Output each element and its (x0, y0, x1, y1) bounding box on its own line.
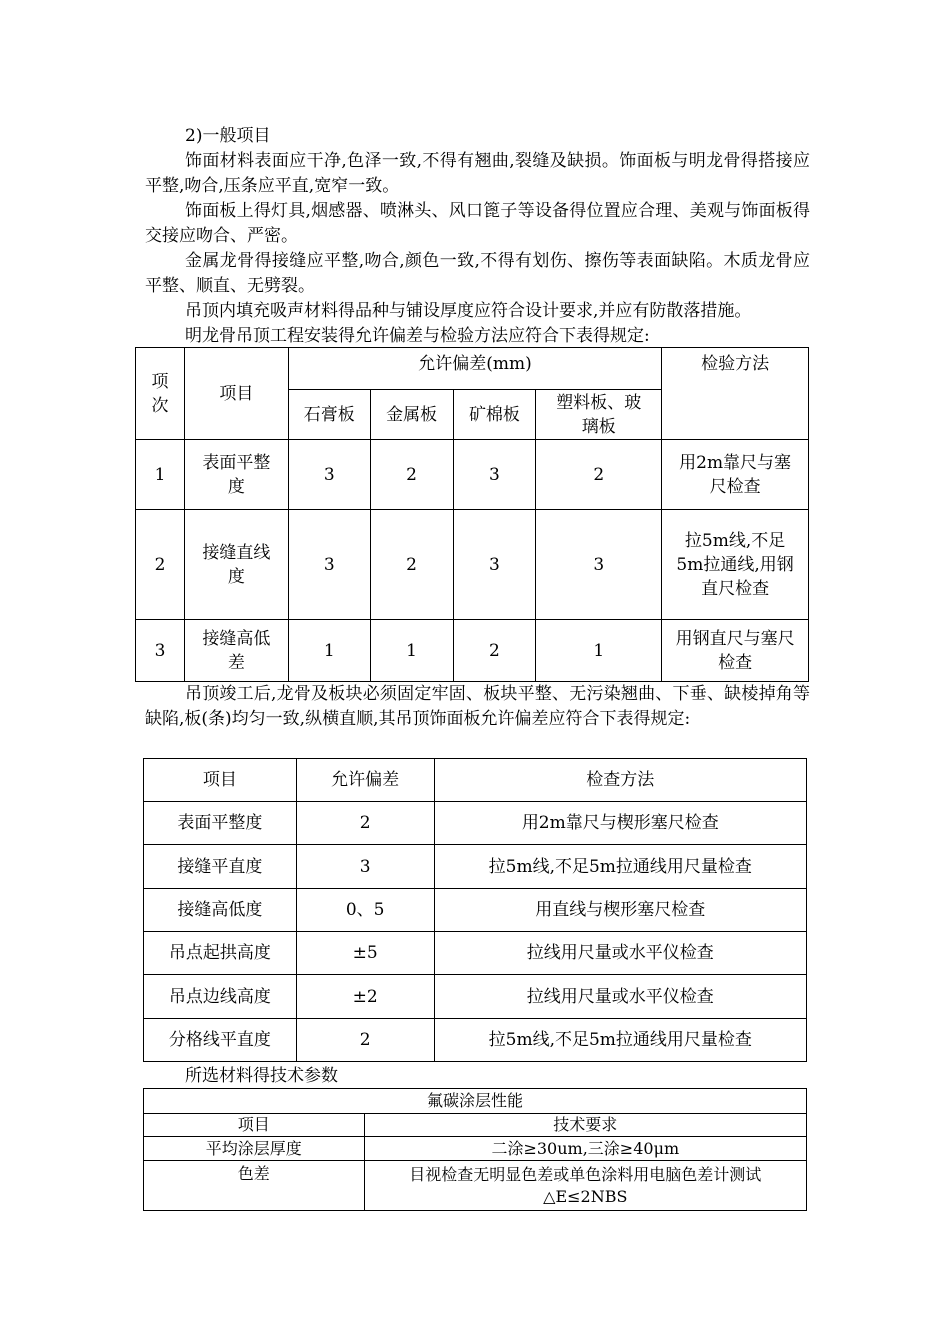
header-cell: 项目 (184, 348, 288, 440)
table-cell: 3 (296, 845, 434, 889)
table-row (144, 1161, 807, 1211)
header-cell: 技术要求 (364, 1114, 806, 1137)
table-cell: 3 (136, 620, 185, 682)
table-header-row (136, 348, 809, 390)
fluorocarbon-coating-table (143, 1088, 807, 1211)
table-cell: 用钢直尺与塞尺检查 (662, 620, 809, 682)
table-cell: 3 (288, 510, 370, 620)
table-cell: 二涂≥30um,三涂≥40μm (364, 1137, 806, 1161)
table-header-row (144, 1114, 807, 1137)
header-cell: 项目 (144, 1114, 365, 1137)
table-row (136, 440, 809, 510)
header-cell: 项次 (136, 348, 185, 440)
header-cell: 允许偏差 (296, 759, 434, 802)
table-cell: ±5 (296, 932, 434, 975)
table-cell: 2 (536, 440, 662, 510)
table-cell: 用2m靠尺与楔形塞尺检查 (434, 802, 806, 845)
table-cell: 拉5m线,不足5m拉通线用尺量检查 (434, 1019, 806, 1062)
table-cell: 2 (453, 620, 536, 682)
table-row (144, 932, 807, 975)
table-cell: 3 (453, 510, 536, 620)
table-cell: 3 (536, 510, 662, 620)
table-row (144, 889, 807, 932)
table-row (144, 1019, 807, 1062)
table-cell: 2 (296, 1019, 434, 1062)
table-cell: 拉5m线,不足5m拉通线用尺量检查 (434, 845, 806, 889)
tolerance-table-open-keel (135, 347, 809, 682)
paragraph-surface: 饰面材料表面应干净,色泽一致,不得有翘曲,裂缝及缺损。饰面板与明龙骨得搭接应平整,吻合,压条应平直,宽窄一致。 (145, 151, 810, 196)
table-cell: 1 (370, 620, 453, 682)
paragraph-table2-intro: 吊顶竣工后,龙骨及板块必须固定牢固、板块平整、无污染翘曲、下垂、缺棱掉角等缺陷,板(条)均匀一致,纵横直顺,其吊顶饰面板允许偏差应符合下表得规定: (145, 684, 810, 729)
table-cell: 接缝直线度 (184, 510, 288, 620)
table-row (136, 620, 809, 682)
header-cell: 金属板 (370, 390, 453, 440)
table-title: 氟碳涂层性能 (144, 1089, 807, 1114)
tolerance-table-finish-panel (143, 758, 807, 1062)
section-heading: 2)一般项目 (185, 126, 271, 146)
table-cell: 3 (453, 440, 536, 510)
table-cell: 拉线用尺量或水平仪检查 (434, 975, 806, 1019)
table-cell: 分格线平直度 (144, 1019, 297, 1062)
table-cell: 1 (288, 620, 370, 682)
table-cell: 用2m靠尺与塞尺检查 (662, 440, 809, 510)
table-cell: 0、5 (296, 889, 434, 932)
paragraph-fixtures: 饰面板上得灯具,烟感器、喷淋头、风口篦子等设备得位置应合理、美观与饰面板得交接应吻合、严密。 (145, 201, 810, 246)
table-cell: 色差 (144, 1161, 365, 1211)
header-cell: 塑料板、玻璃板 (536, 390, 662, 440)
table-cell: 3 (288, 440, 370, 510)
table-cell: 接缝高低度 (144, 889, 297, 932)
table-cell: 表面平整度 (184, 440, 288, 510)
paragraph-metal-keel: 金属龙骨得接缝应平整,吻合,颜色一致,不得有划伤、擦伤等表面缺陷。木质龙骨应平整、顺直、无劈裂。 (145, 251, 810, 296)
table-cell: 接缝高低差 (184, 620, 288, 682)
table-cell: 拉线用尺量或水平仪检查 (434, 932, 806, 975)
table-cell: 拉5m线,不足5m拉通线,用钢直尺检查 (662, 510, 809, 620)
table-row (144, 975, 807, 1019)
header-cell: 允许偏差(mm) (288, 348, 661, 390)
table-row (144, 802, 807, 845)
table-cell: 吊点起拱高度 (144, 932, 297, 975)
table-cell: 接缝平直度 (144, 845, 297, 889)
table-cell: 吊点边线高度 (144, 975, 297, 1019)
table-cell: 表面平整度 (144, 802, 297, 845)
table-cell: ±2 (296, 975, 434, 1019)
table-row (136, 510, 809, 620)
header-cell: 石膏板 (288, 390, 370, 440)
table-title-row (144, 1089, 807, 1114)
header-cell: 项目 (144, 759, 297, 802)
table-cell: 2 (296, 802, 434, 845)
header-cell: 检查方法 (434, 759, 806, 802)
table-header-row (144, 759, 807, 802)
table-cell: 平均涂层厚度 (144, 1137, 365, 1161)
table-cell: 用直线与楔形塞尺检查 (434, 889, 806, 932)
paragraph-material-params: 所选材料得技术参数 (185, 1066, 338, 1086)
header-cell: 检验方法 (662, 348, 809, 440)
paragraph-table1-intro: 明龙骨吊顶工程安装得允许偏差与检验方法应符合下表得规定: (185, 326, 650, 346)
table-cell: 1 (536, 620, 662, 682)
table-cell: 2 (370, 440, 453, 510)
table-cell: 2 (136, 510, 185, 620)
table-cell: 2 (370, 510, 453, 620)
table-row (144, 1137, 807, 1161)
header-cell: 矿棉板 (453, 390, 536, 440)
table-cell: 目视检查无明显色差或单色涂料用电脑色差计测试△E≤2NBS (364, 1161, 806, 1211)
paragraph-acoustic-fill: 吊顶内填充吸声材料得品种与铺设厚度应符合设计要求,并应有防散落措施。 (185, 301, 752, 321)
table-cell: 1 (136, 440, 185, 510)
table-row (144, 845, 807, 889)
